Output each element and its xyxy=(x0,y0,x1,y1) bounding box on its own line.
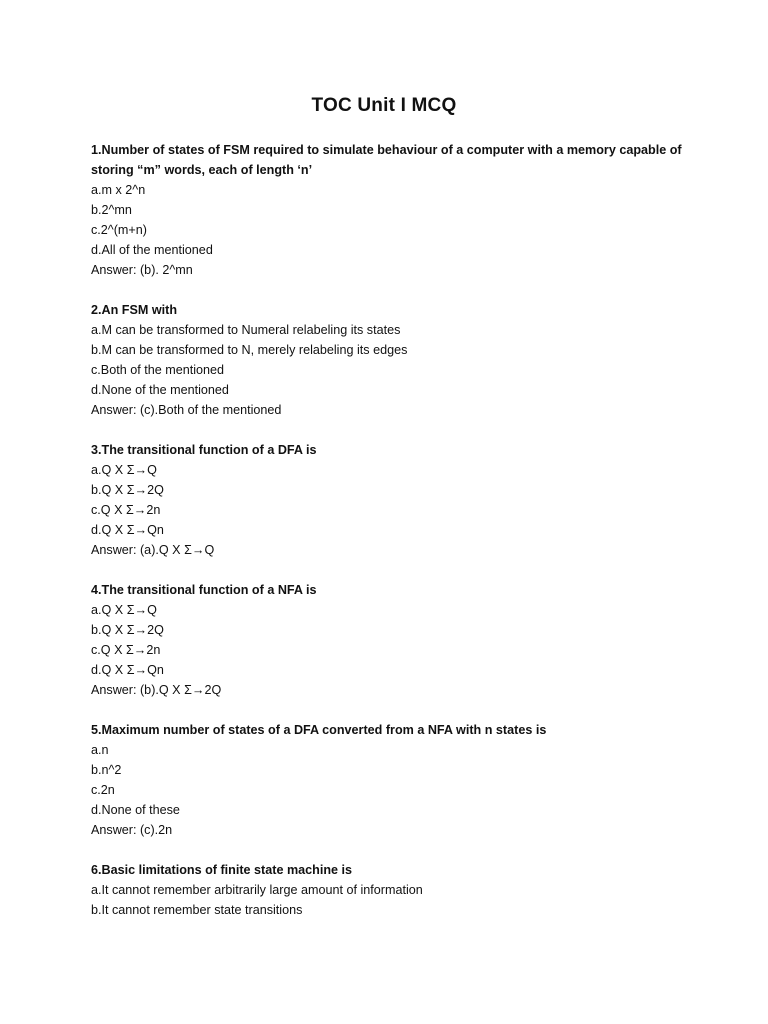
question-text: 2.An FSM with xyxy=(91,303,178,317)
option-d: d.All of the mentioned xyxy=(91,243,213,257)
question-text: 5.Maximum number of states of a DFA converted from a NFA with n states is xyxy=(91,723,547,737)
option-c: c.2n xyxy=(91,783,115,797)
answer-text: Answer: (c).Both of the mentioned xyxy=(91,403,282,417)
question-block-5 xyxy=(91,720,691,840)
option-a: a.n xyxy=(91,743,109,757)
option-a: a.m x 2^n xyxy=(91,183,146,197)
option-b: b.2^mn xyxy=(91,203,132,217)
question-block-6 xyxy=(91,860,691,920)
answer-text: Answer: (b). 2^mn xyxy=(91,263,193,277)
answer-text: Answer: (c).2n xyxy=(91,823,173,837)
option-d: d.Q X Σ→Qn xyxy=(91,523,164,537)
option-a: a.M can be transformed to Numeral relabeling its states xyxy=(91,323,401,337)
question-block-2 xyxy=(91,300,691,420)
page-title: TOC Unit I MCQ xyxy=(311,95,457,116)
answer-text: Answer: (b).Q X Σ→2Q xyxy=(91,683,222,697)
question-block-3 xyxy=(91,440,691,560)
option-b: b.Q X Σ→2Q xyxy=(91,623,164,637)
option-a: a.Q X Σ→Q xyxy=(91,463,157,477)
option-d: d.None of the mentioned xyxy=(91,383,229,397)
option-b: b.It cannot remember state transitions xyxy=(91,903,303,917)
question-text: 4.The transitional function of a NFA is xyxy=(91,583,317,597)
question-block-4 xyxy=(91,580,691,700)
option-a: a.Q X Σ→Q xyxy=(91,603,157,617)
option-b: b.n^2 xyxy=(91,763,122,777)
question-text: 6.Basic limitations of finite state machine is xyxy=(91,863,353,877)
option-b: b.Q X Σ→2Q xyxy=(91,483,164,497)
answer-text: Answer: (a).Q X Σ→Q xyxy=(91,543,215,557)
question-text: 3.The transitional function of a DFA is xyxy=(91,443,317,457)
option-c: c.Q X Σ→2n xyxy=(91,503,161,517)
option-a: a.It cannot remember arbitrarily large amount of information xyxy=(91,883,423,897)
question-block-1 xyxy=(91,140,691,280)
option-c: c.2^(m+n) xyxy=(91,223,147,237)
option-d: d.None of these xyxy=(91,803,180,817)
option-c: c.Both of the mentioned xyxy=(91,363,225,377)
question-list xyxy=(91,140,691,940)
option-c: c.Q X Σ→2n xyxy=(91,643,161,657)
option-b: b.M can be transformed to N, merely relabeling its edges xyxy=(91,343,408,357)
option-d: d.Q X Σ→Qn xyxy=(91,663,164,677)
question-text: 1.Number of states of FSM required to simulate behaviour of a computer with a memory capable of storing “m” words, each of length ‘n’ xyxy=(91,143,682,177)
